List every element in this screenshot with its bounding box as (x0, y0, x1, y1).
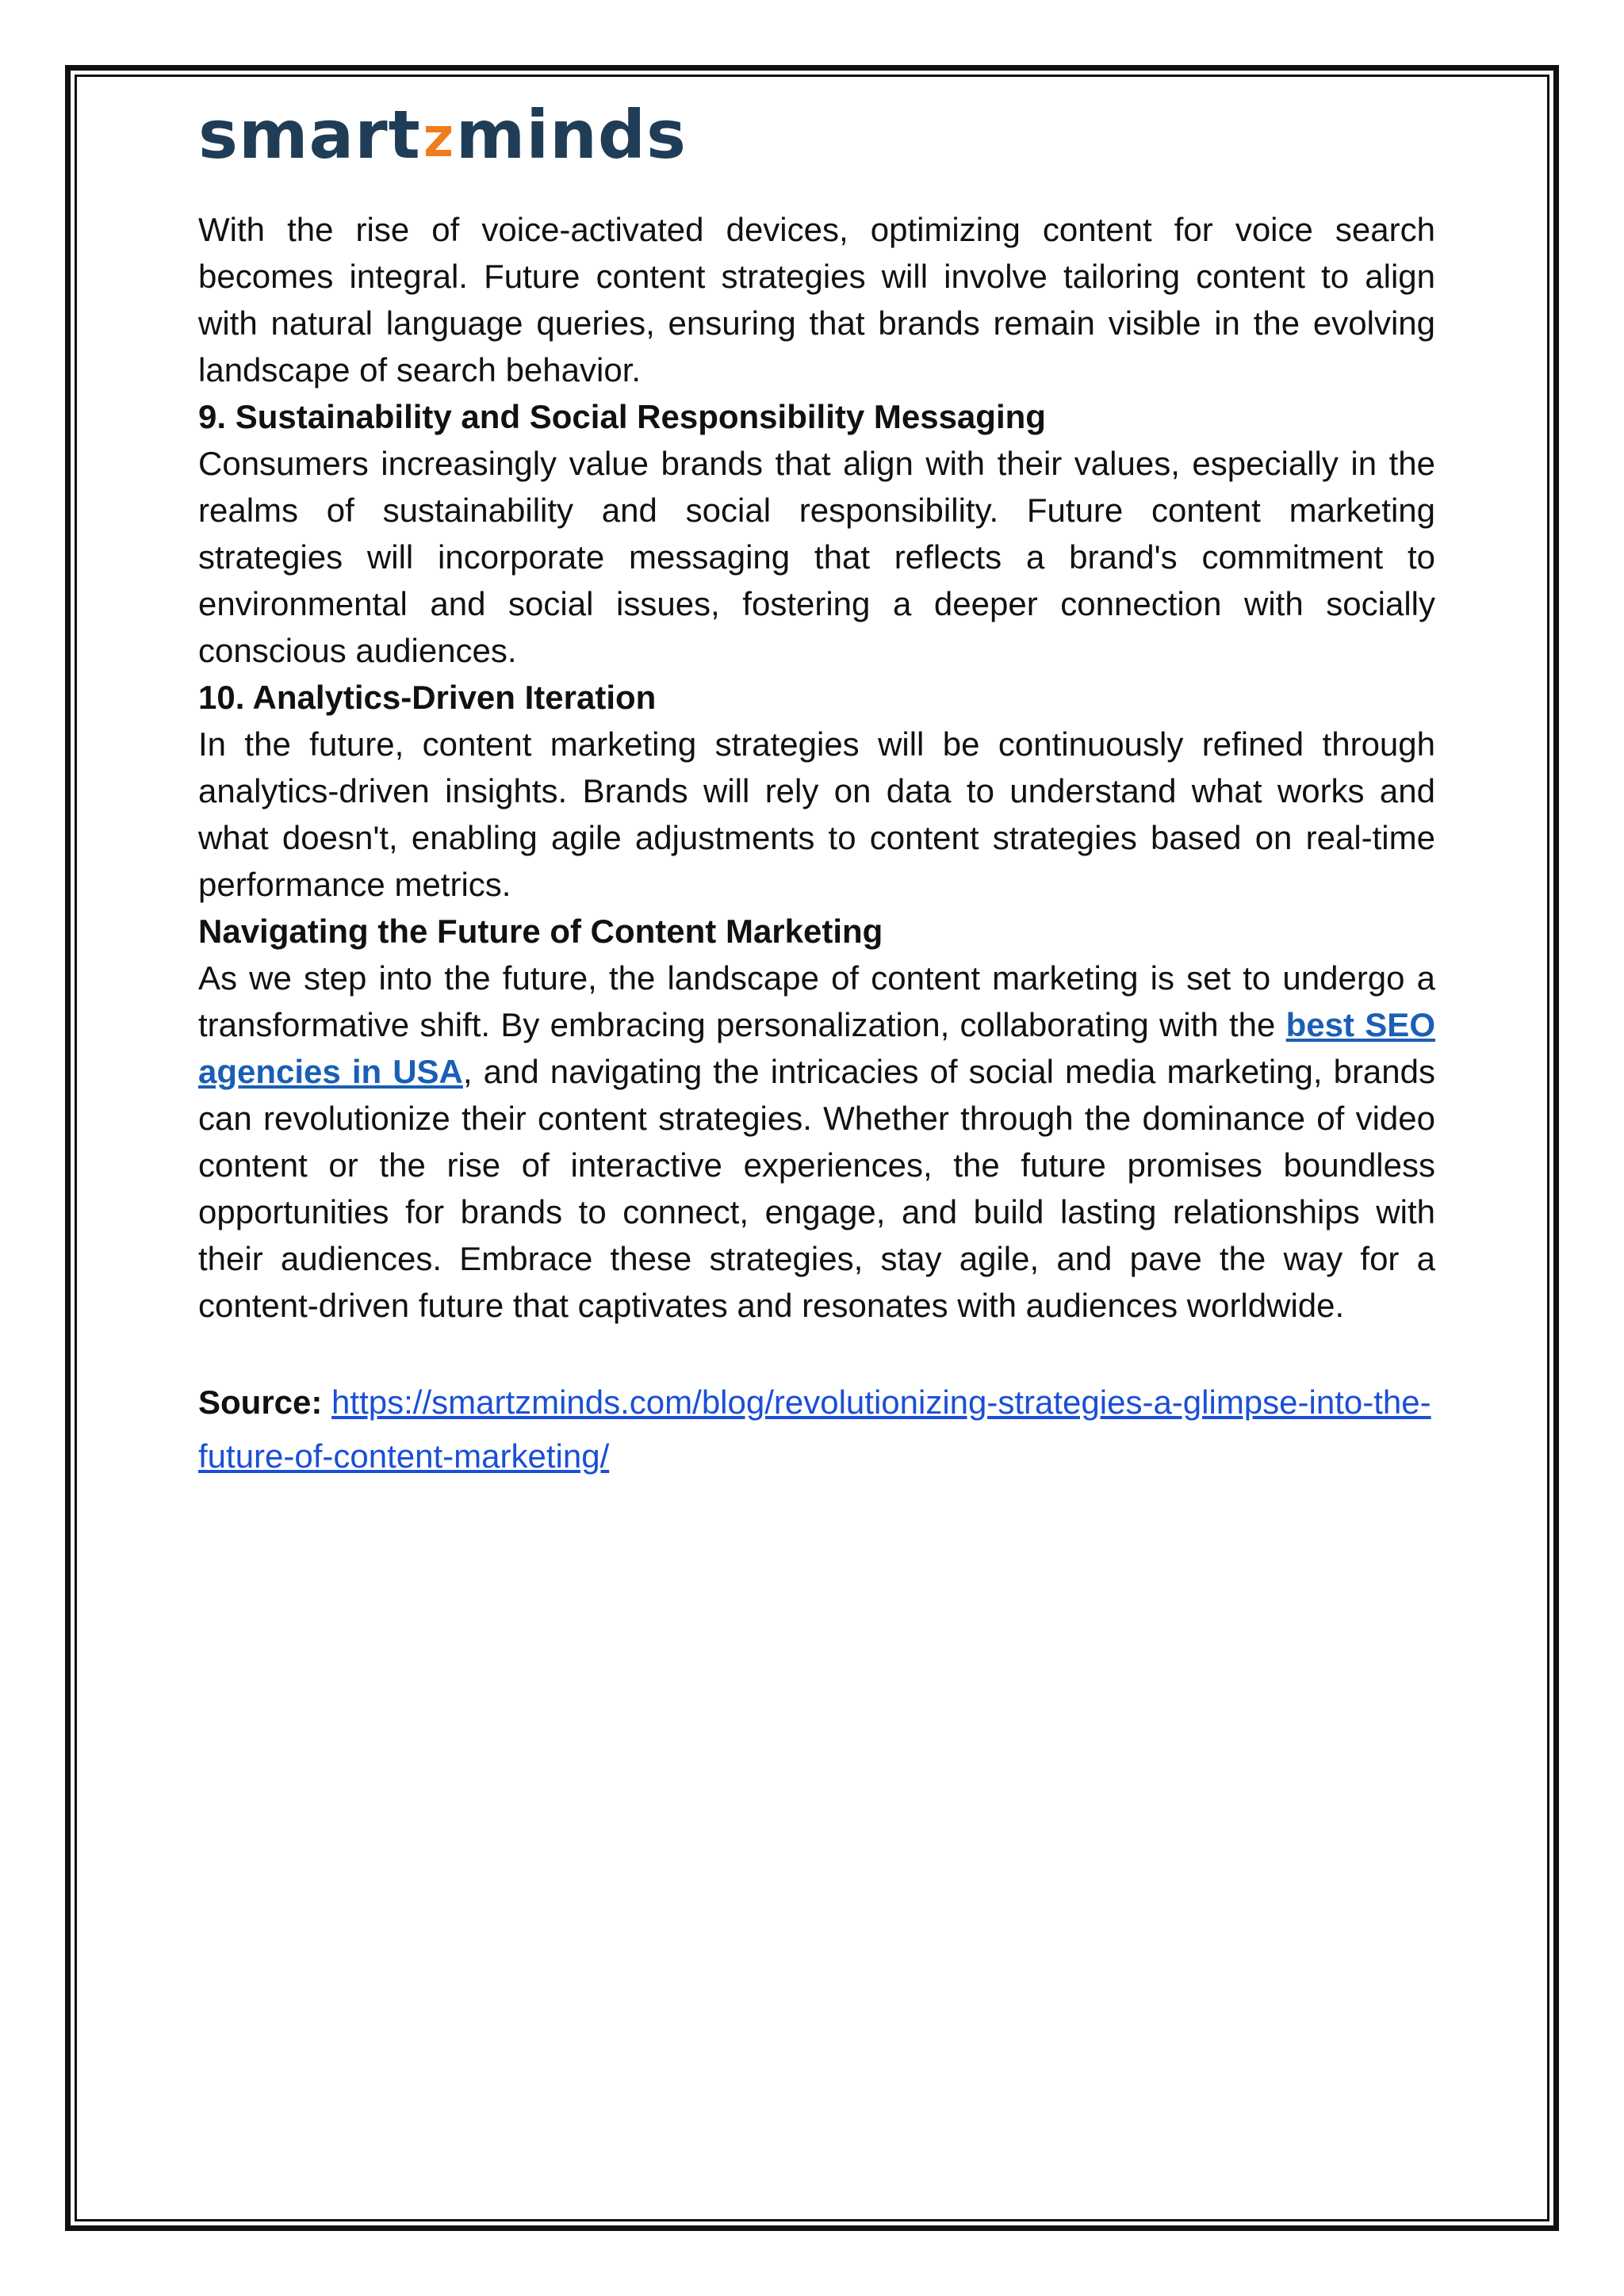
z-mark-icon (423, 110, 454, 159)
heading-analytics: 10. Analytics-Driven Iteration (198, 679, 657, 716)
sustainability-paragraph: Consumers increasingly value brands that align with their values, especially in the realms of sustainability and social responsibility. Future content marketing strategies will incorporate messaging that reflects a brand's commitment to environmental and social issues, fostering a deeper connection with socially conscious audiences. (198, 445, 1435, 669)
source-url-link[interactable]: https://smartzminds.com/blog/revolutionizing-strategies-a-glimpse-into-the-future-of-content-marketing/ (198, 1383, 1431, 1475)
analytics-paragraph: In the future, content marketing strategies will be continuously refined through analytics-driven insights. Brands will rely on data to understand what works and what doesn't, enabling agile adjustments to content strategies based on real-time performance metrics. (198, 725, 1435, 903)
source-line (198, 1376, 1435, 1483)
heading-sustainability: 9. Sustainability and Social Responsibility Messaging (198, 398, 1046, 435)
logo-text-minds: minds (455, 96, 688, 174)
smartzminds-logo (198, 95, 1435, 174)
logo-text-smart: smart (198, 96, 421, 174)
intro-paragraph: With the rise of voice-activated devices, optimizing content for voice search becomes integral. Future content strategies will involve tailoring content to align with natural language queries, ensuring that brands remain visible in the evolving landscape of search behavior. (198, 211, 1435, 388)
nav-paragraph-text-before: As we step into the future, the landscape of content marketing is set to undergo a transformative shift. By embracing personalization, collaborating with the (198, 959, 1435, 1043)
heading-navigating-future: Navigating the Future of Content Marketing (198, 913, 883, 950)
nav-paragraph-text-after: , and navigating the intricacies of social media marketing, brands can revolutionize their content strategies. Whether through the dominance of video content or the rise of interactive experiences, the future promises boundless opportunities for brands to connect, engage, and build lasting relationships with their audiences. Embrace these strategies, stay agile, and pave the way for a content-driven future that captivates and resonates with audiences worldwide. (198, 1053, 1436, 1324)
navigating-future-paragraph (198, 955, 1435, 1329)
source-label: Source: (198, 1383, 323, 1421)
document-content (198, 95, 1435, 1483)
best-seo-agencies-link[interactable]: best SEO agencies in USA (198, 1006, 1435, 1090)
